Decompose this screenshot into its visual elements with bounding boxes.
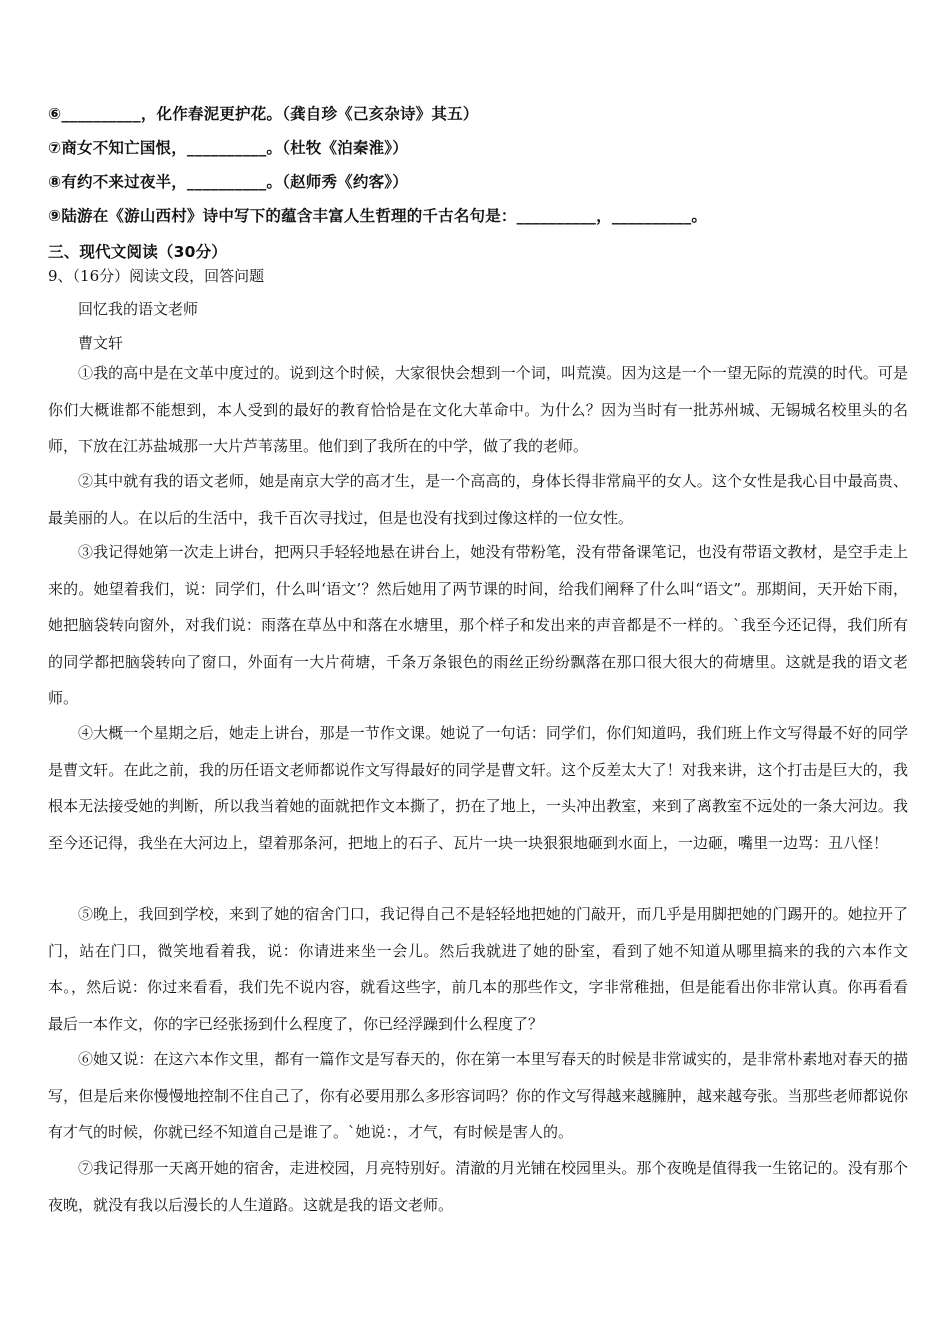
fill-blank-item-7: ⑦商女不知亡国恨，__________。（杜牧《泊秦淮》） bbox=[48, 139, 408, 157]
paragraph-6: ⑥她又说：在这六本作文里，都有一篇作文是写春天的，你在第一本里写春天的时候是非常诚实的，是非常朴素地对春天的描写，但是后来你慢慢地控制不住自己了，你有必要用那么多形容词吗？你的作文写得越来越臃肿，越来越夸张。当那些老师都说你有才气的时候，你就已经不知道自己是谁了。`她说：，才气，有时候是害人的。 bbox=[48, 1050, 908, 1141]
fill-blank-item-6: ⑥__________，化作春泥更护花。（龚自珍《己亥杂诗》其五） bbox=[48, 105, 479, 123]
paragraph-3: ③我记得她第一次走上讲台，把两只手轻轻地悬在讲台上，她没有带粉笔，没有带备课笔记，也没有带语文教材，是空手走上来的。她望着我们，说：同学们，什么叫‘语文’？然后她用了两节课的时间，给我们阐释了什么叫“语文”。那期间，天开始下雨，她把脑袋转向窗外，对我们说：雨落在草丛中和落在水塘里，那个样子和发出来的声音都是不一样的。`我至今还记得，我们所有的同学都把脑袋转向了窗口，外面有一大片荷塘，千条万条银色的雨丝正纷纷飘落在那口很大很大的荷塘里。这就是我的语文老师。 bbox=[48, 543, 908, 707]
fill-blank-item-8: ⑧有约不来过夜半，__________。（赵师秀《约客》） bbox=[48, 173, 408, 191]
paragraph-1: ①我的高中是在文革中度过的。说到这个时候，大家很快会想到一个词，叫荒漠。因为这是一个一望无际的荒漠的时代。可是你们大概谁都不能想到，本人受到的最好的教育恰恰是在文化大革命中。为什么？因为当时有一批苏州城、无锡城名校里头的名师，下放在江苏盐城那一大片芦苇荡里。他们到了我所在的中学，做了我的老师。 bbox=[48, 364, 908, 455]
question-prompt: 9、（16分）阅读文段，回答问题 bbox=[48, 267, 265, 285]
paragraph-5: ⑤晚上，我回到学校，来到了她的宿舍门口，我记得自己不是轻轻地把她的门敲开，而几乎是用脚把她的门踢开的。她拉开了门，站在门口，微笑地看着我，说：你请进来坐一会儿。然后我就进了她的卧室，看到了她不知道从哪里搞来的我的六本作文本。，然后说：你过来看看，我们先不说内容，就看这些字，前几本的那些作文，字非常稚拙，但是能看出你非常认真。你再看看最后一本作文，你的字已经张扬到什么程度了，你已经浮躁到什么程度了？ bbox=[48, 905, 908, 1033]
paragraph-2: ②其中就有我的语文老师，她是南京大学的高才生，是一个高高的，身体长得非常扁平的女人。这个女性是我心目中最高贵、最美丽的人。在以后的生活中，我千百次寻找过，但是也没有找到过像这样的一位女性。 bbox=[48, 472, 908, 527]
paragraph-4: ④大概一个星期之后，她走上讲台，那是一节作文课。她说了一句话：同学们，你们知道吗，我们班上作文写得最不好的同学是曹文轩。在此之前，我的历任语文老师都说作文写得最好的同学是曹文轩。这个反差太大了！对我来讲，这个打击是巨大的，我根本无法接受她的判断，所以我当着她的面就把作文本撕了，扔在了地上，一头冲出教室，来到了离教室不远处的一条大河边。我至今还记得，我坐在大河边上，望着那条河，把地上的石子、瓦片一块一块狠狠地砸到水面上，一边砸，嘴里一边骂：丑八怪！ bbox=[48, 724, 908, 852]
section-heading: 三、现代文阅读（30分） bbox=[48, 243, 227, 261]
article-author: 曹文轩 bbox=[78, 334, 124, 352]
article-title: 回忆我的语文老师 bbox=[78, 300, 199, 318]
fill-blank-item-9: ⑨陆游在《游山西村》诗中写下的蕴含丰富人生哲理的千古名句是：__________，__________。 bbox=[48, 207, 708, 225]
paragraph-7: ⑦我记得那一天离开她的宿舍，走进校园，月亮特别好。清澈的月光铺在校园里头。那个夜晚是值得我一生铭记的。没有那个夜晚，就没有我以后漫长的人生道路。这就是我的语文老师。 bbox=[48, 1159, 908, 1214]
